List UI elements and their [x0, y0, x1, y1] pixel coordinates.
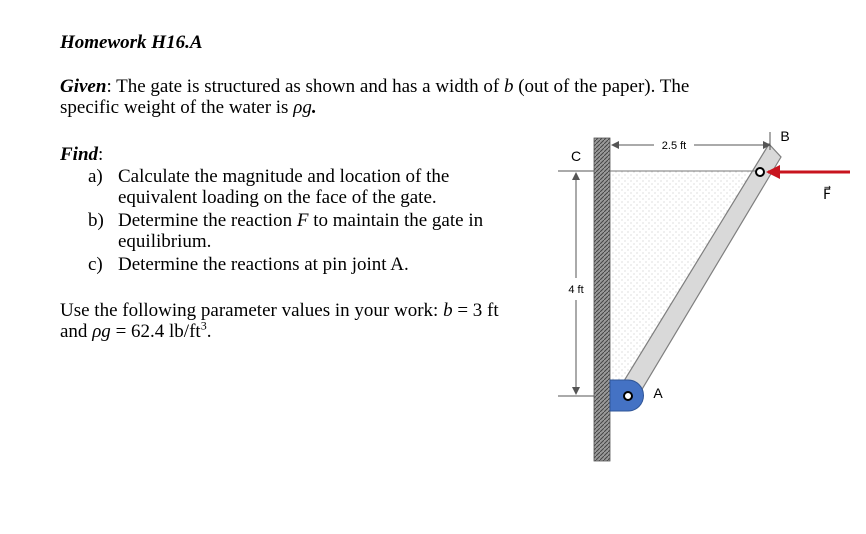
find-item-b-label: b) [88, 210, 104, 231]
find-item-b-text-1: Determine the reaction [118, 210, 297, 231]
params-var-rho-g: ρg [92, 321, 111, 342]
find-label: Find [60, 144, 99, 165]
params-text-1: Use the following parameter values in your work: [60, 300, 444, 321]
label-A: A [653, 385, 663, 401]
label-B: B [780, 128, 790, 144]
given-text-1: : The gate is structured as shown and has a width of [106, 76, 504, 97]
given-end: . [311, 97, 317, 118]
params-exponent: 3 [200, 318, 207, 333]
pin-A [624, 392, 632, 400]
given-var-b: b [503, 76, 514, 97]
find-colon: : [98, 144, 104, 165]
given-text-2: (out of the paper). The specific weight of the water is [60, 76, 690, 118]
find-item-b-var: F [296, 210, 309, 231]
dim-height-label: 4 ft [568, 284, 584, 296]
given-var-rho-g: ρg [293, 97, 312, 118]
label-F: F⃗ [822, 186, 832, 202]
params-and: and [60, 321, 93, 342]
find-item-b-text-2: to maintain the gate in equilibrium. [118, 210, 484, 252]
given-label: Given [60, 76, 107, 97]
find-item-c-text: Determine the reactions at pin joint A. [118, 254, 409, 275]
params-var-b: b [443, 300, 453, 321]
pin-B [756, 168, 764, 176]
params-eq-b: = 3 ft [452, 300, 499, 321]
find-item-a-text: Calculate the magnitude and location of the equivalent loading on the face of the gate. [118, 166, 450, 208]
params-eq-rho-g: = 62.4 lb/ft [110, 321, 201, 342]
find-item-c-label: c) [88, 254, 103, 275]
page-title: Homework H16.A [60, 32, 203, 53]
wall [594, 138, 610, 461]
label-C: C [570, 148, 582, 164]
find-item-a-label: a) [88, 166, 103, 187]
params-end: . [206, 321, 212, 342]
dim-width-label: 2.5 ft [661, 140, 687, 152]
